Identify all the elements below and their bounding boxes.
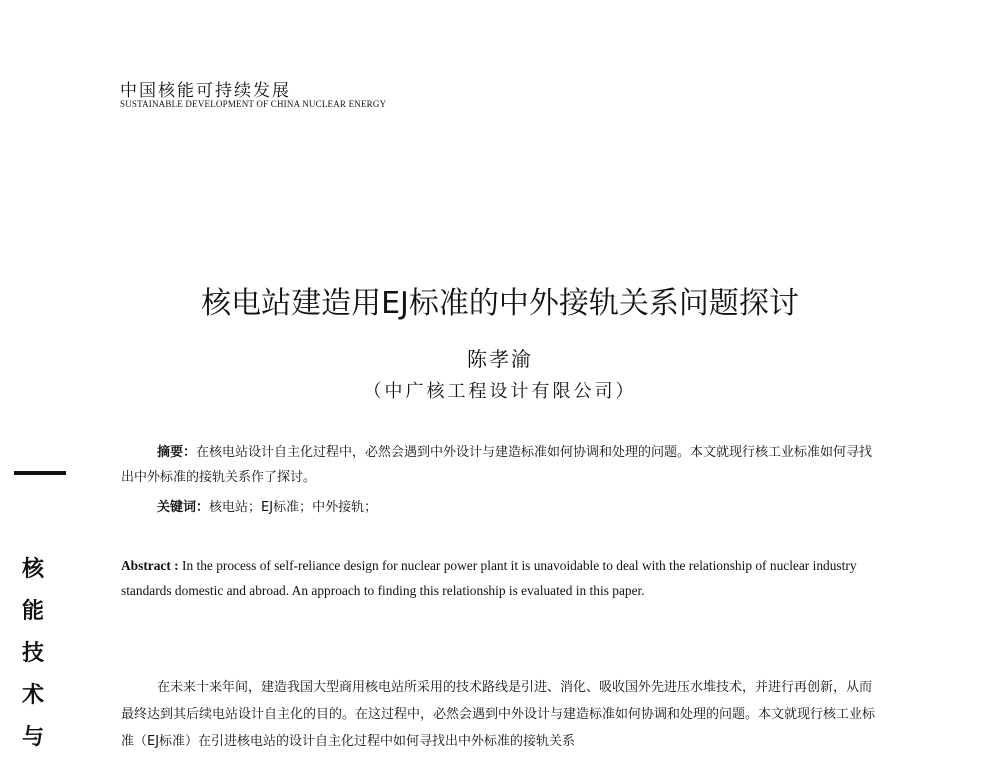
side-title-char: 术 bbox=[22, 682, 45, 708]
article-affiliation: （中广核工程设计有限公司） bbox=[363, 381, 637, 402]
keywords bbox=[157, 496, 377, 515]
side-title-char: 核 bbox=[22, 556, 45, 582]
keywords-text: 核电站；EJ标准；中外接轨； bbox=[209, 500, 378, 515]
side-title-char: 与 bbox=[22, 724, 45, 750]
side-title-char: 能 bbox=[22, 598, 45, 624]
body-paragraph: 在未来十来年间，建造我国大型商用核电站所采用的技术路线是引进、消化、吸收国外先进压水堆技术，并进行再创新，从而最终达到其后续电站设计自主化的目的。在这过程中，必然会遇到中外设计与建造标准如何协调和处理的问题。本文就现行核工业标准（EJ标准）在引进核电站的设计自主化过程中如何寻找出中外标准的接轨关系 bbox=[121, 680, 876, 749]
journal-title-en: SUSTAINABLE DEVELOPMENT OF CHINA NUCLEAR ENERGY bbox=[120, 99, 387, 109]
article-author: 陈孝渝 bbox=[467, 347, 533, 371]
abstract-en-label: Abstract : bbox=[121, 558, 179, 573]
abstract-en bbox=[121, 553, 881, 603]
journal-title-cn: 中国核能可持续发展 bbox=[120, 81, 291, 101]
side-title-char: 技 bbox=[22, 640, 45, 666]
keywords-label: 关键词： bbox=[157, 500, 210, 515]
abstract-cn-label: 摘要： bbox=[157, 445, 197, 460]
abstract-cn-text: 在核电站设计自主化过程中，必然会遇到中外设计与建造标准如何协调和处理的问题。本文就现行核工业标准如何寻找出中外标准的接轨关系作了探讨。 bbox=[121, 445, 873, 485]
abstract-en-text: In the process of self-reliance design for nuclear power plant it is unavoidable to deal with the relationship of nuclear industry standards domestic and abroad. An approach to finding this relationship is evaluated in this paper. bbox=[121, 558, 857, 598]
abstract-cn bbox=[121, 440, 881, 490]
article-title: 核电站建造用EJ标准的中外接轨关系问题探讨 bbox=[201, 286, 799, 321]
side-section-bar bbox=[14, 471, 66, 475]
side-section-title bbox=[22, 548, 52, 758]
